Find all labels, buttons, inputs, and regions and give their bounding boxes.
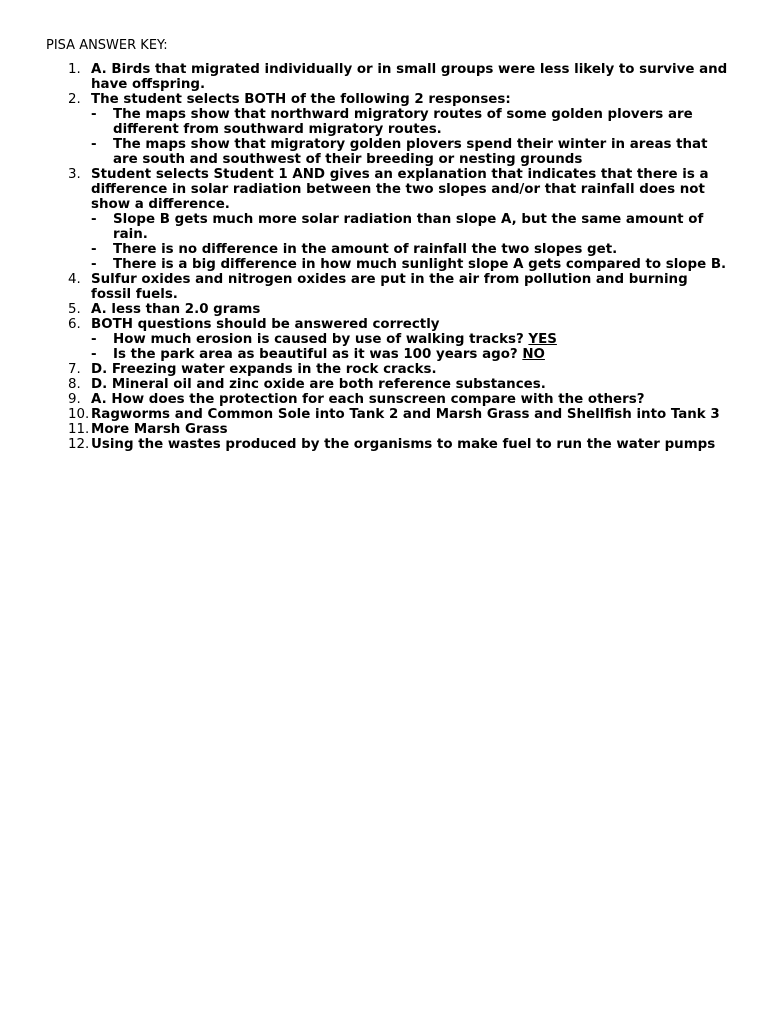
sub-text: Slope B gets much more solar radiation than slope A, but the same amount of rain. [113,212,704,242]
answer-number: 4. [68,272,81,287]
answer-item-4 [0,272,730,302]
answer-number: 10. [68,407,90,422]
answer-text: D. Freezing water expands in the rock cracks. [91,362,437,377]
answer-number: 1. [68,62,81,77]
answer-item-9 [0,392,730,407]
answer-item-11 [0,422,730,437]
answer-number: 6. [68,317,81,332]
answer-item-12 [0,437,730,452]
answer-text: A. Birds that migrated individually or in small groups were less likely to survive and have offspring. [91,62,728,92]
sub-item [91,107,730,137]
sub-item [91,212,730,242]
sub-answer: NO [522,347,545,362]
dash-bullet: - [91,137,97,152]
dash-bullet: - [91,257,97,272]
answer-item-2 [0,92,730,167]
sub-answer: YES [528,332,557,347]
answer-item-6 [0,317,730,362]
sub-list [91,212,730,272]
sub-item [91,347,730,362]
sub-item [91,242,730,257]
sub-list [91,107,730,167]
page-title: PISA ANSWER KEY: [46,38,168,53]
sub-item [91,257,730,272]
answer-text: BOTH questions should be answered correctly [91,317,440,332]
sub-item [91,332,730,347]
sub-item [91,137,730,167]
answer-number: 3. [68,167,81,182]
sub-question: How much erosion is caused by use of walking tracks? [113,332,524,347]
sub-text: The maps show that northward migratory routes of some golden plovers are different from southward migratory routes. [113,107,693,137]
answer-item-1 [0,62,730,92]
answer-list [0,62,730,452]
answer-number: 9. [68,392,81,407]
dash-bullet: - [91,212,97,227]
answer-number: 12. [68,437,90,452]
dash-bullet: - [91,242,97,257]
answer-text: D. Mineral oil and zinc oxide are both reference substances. [91,377,546,392]
answer-text: More Marsh Grass [91,422,228,437]
answer-item-7 [0,362,730,377]
answer-number: 8. [68,377,81,392]
answer-text: Student selects Student 1 AND gives an explanation that indicates that there is a difference in solar radiation between the two slopes and/or that rainfall does not show a difference. [91,167,709,212]
answer-number: 2. [68,92,81,107]
answer-text: A. How does the protection for each sunscreen compare with the others? [91,392,645,407]
answer-text: Ragworms and Common Sole into Tank 2 and Marsh Grass and Shellfish into Tank 3 [91,407,720,422]
sub-text: The maps show that migratory golden plovers spend their winter in areas that are south and southwest of their breeding or nesting grounds [113,137,708,167]
answer-number: 11. [68,422,90,437]
answer-text: Sulfur oxides and nitrogen oxides are put in the air from pollution and burning fossil fuels. [91,272,688,302]
answer-text: A. less than 2.0 grams [91,302,261,317]
answer-number: 5. [68,302,81,317]
sub-list [91,332,730,362]
dash-bullet: - [91,347,97,362]
sub-question: Is the park area as beautiful as it was 100 years ago? [113,347,518,362]
answer-item-10 [0,407,730,422]
answer-item-3 [0,167,730,272]
sub-text: There is a big difference in how much sunlight slope A gets compared to slope B. [113,257,727,272]
answer-text: Using the wastes produced by the organisms to make fuel to run the water pumps [91,437,716,452]
dash-bullet: - [91,107,97,122]
answer-item-5 [0,302,730,317]
answer-number: 7. [68,362,81,377]
answer-item-8 [0,377,730,392]
sub-text: There is no difference in the amount of rainfall the two slopes get. [113,242,618,257]
answer-text: The student selects BOTH of the following 2 responses: [91,92,511,107]
dash-bullet: - [91,332,97,347]
